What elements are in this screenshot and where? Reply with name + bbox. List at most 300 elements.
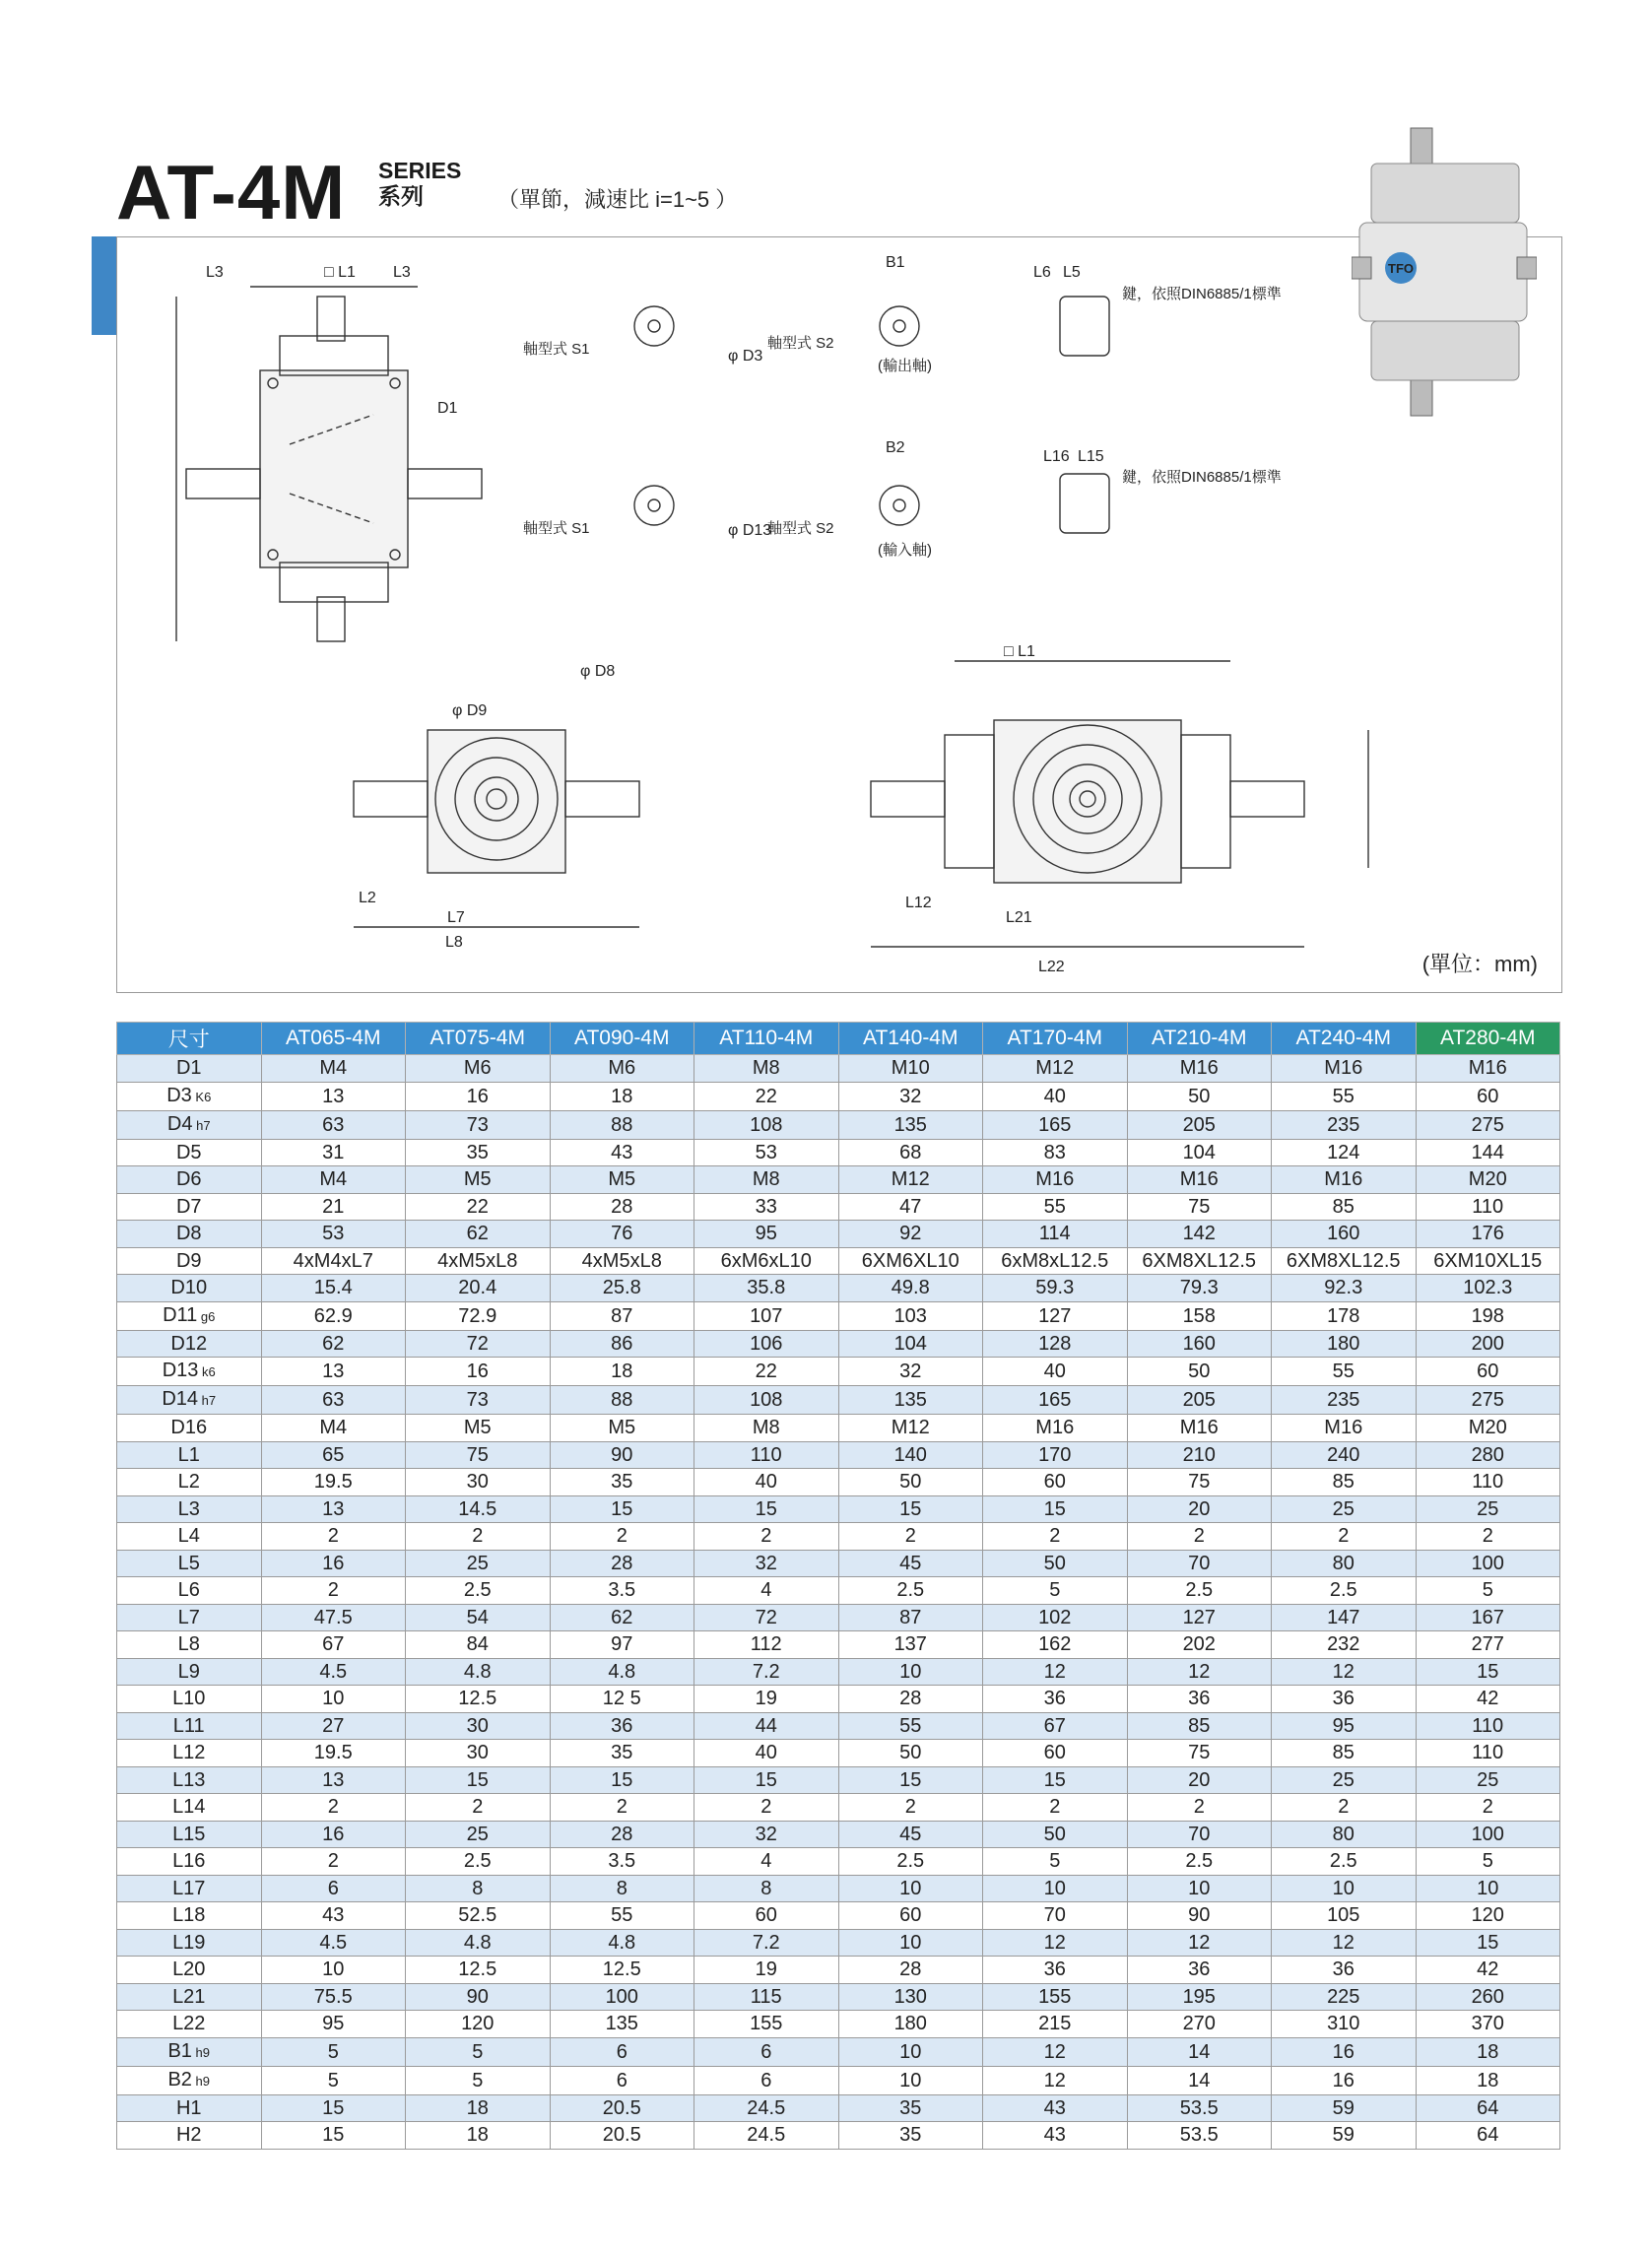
value-cell: 22 — [406, 1193, 551, 1221]
value-cell: 124 — [1272, 1139, 1417, 1166]
value-cell: 35 — [838, 2122, 983, 2150]
value-cell: 215 — [983, 2011, 1128, 2038]
value-cell: 7.2 — [694, 1929, 839, 1957]
value-cell: 2 — [1416, 1523, 1560, 1551]
dimension-cell: D13 k6 — [117, 1358, 262, 1386]
value-cell: 10 — [1416, 1875, 1560, 1902]
value-cell: 160 — [1272, 1221, 1417, 1248]
value-cell: 2 — [1127, 1794, 1272, 1822]
value-cell: 10 — [838, 1658, 983, 1686]
value-cell: 4.8 — [406, 1929, 551, 1957]
value-cell: 235 — [1272, 1110, 1417, 1139]
table-row — [117, 1055, 1560, 1083]
value-cell: M5 — [406, 1166, 551, 1194]
value-cell: 47.5 — [261, 1604, 406, 1631]
table-row — [117, 1495, 1560, 1523]
table-row — [117, 1221, 1560, 1248]
value-cell: 35.8 — [694, 1275, 839, 1302]
value-cell: 35 — [838, 2094, 983, 2122]
series-en: SERIES — [378, 158, 462, 183]
table-row — [117, 1712, 1560, 1740]
value-cell: 12.5 — [406, 1957, 551, 1984]
value-cell: 15 — [261, 2122, 406, 2150]
value-cell: 16 — [1272, 2037, 1417, 2066]
value-cell: 70 — [1127, 1550, 1272, 1577]
value-cell: 15.4 — [261, 1275, 406, 1302]
value-cell: 162 — [983, 1631, 1128, 1659]
value-cell: 2 — [1272, 1794, 1417, 1822]
value-cell: 24.5 — [694, 2094, 839, 2122]
svg-text:L3: L3 — [393, 264, 411, 281]
svg-text:D1: D1 — [437, 400, 458, 417]
value-cell: 28 — [838, 1957, 983, 1984]
value-cell: 102.3 — [1416, 1275, 1560, 1302]
dimension-cell: L7 — [117, 1604, 262, 1631]
value-cell: 16 — [406, 1082, 551, 1110]
value-cell: 60 — [1416, 1082, 1560, 1110]
value-cell: 200 — [1416, 1330, 1560, 1358]
svg-text:L16: L16 — [1043, 448, 1070, 465]
dimension-cell: D3 K6 — [117, 1082, 262, 1110]
value-cell: 62 — [406, 1221, 551, 1248]
value-cell: M16 — [1127, 1415, 1272, 1442]
value-cell: 76 — [550, 1221, 694, 1248]
value-cell: 5 — [406, 2066, 551, 2094]
value-cell: 50 — [1127, 1082, 1272, 1110]
value-cell: 83 — [983, 1139, 1128, 1166]
value-cell: 25 — [1272, 1495, 1417, 1523]
value-cell: 6 — [261, 1875, 406, 1902]
svg-text:L5: L5 — [1063, 264, 1081, 281]
brand-logo-text: TFO — [1388, 261, 1414, 276]
spec-table-header — [117, 1023, 1560, 1055]
dimension-cell: L21 — [117, 1983, 262, 2011]
table-row — [117, 1929, 1560, 1957]
value-cell: 32 — [694, 1821, 839, 1848]
table-row — [117, 1631, 1560, 1659]
value-cell: 195 — [1127, 1983, 1272, 2011]
svg-text:L6: L6 — [1033, 264, 1051, 281]
value-cell: 18 — [406, 2122, 551, 2150]
dimension-drawings — [117, 237, 1561, 992]
dimension-cell: H2 — [117, 2122, 262, 2150]
value-cell: 53.5 — [1127, 2094, 1272, 2122]
value-cell: 67 — [261, 1631, 406, 1659]
value-cell: 20.5 — [550, 2094, 694, 2122]
column-header-model: AT170-4M — [983, 1023, 1128, 1055]
value-cell: 25 — [406, 1550, 551, 1577]
value-cell: 35 — [406, 1139, 551, 1166]
value-cell: 2 — [261, 1848, 406, 1876]
dimension-cell: L17 — [117, 1875, 262, 1902]
value-cell: 55 — [983, 1193, 1128, 1221]
value-cell: 130 — [838, 1983, 983, 2011]
table-row — [117, 1166, 1560, 1194]
value-cell: M8 — [694, 1166, 839, 1194]
output-shaft-label: (輸出軸) — [878, 358, 932, 374]
value-cell: 100 — [1416, 1550, 1560, 1577]
dimension-cell: L4 — [117, 1523, 262, 1551]
value-cell: 42 — [1416, 1686, 1560, 1713]
value-cell: 6 — [550, 2037, 694, 2066]
value-cell: 15 — [983, 1495, 1128, 1523]
value-cell: M4 — [261, 1055, 406, 1083]
value-cell: 104 — [1127, 1139, 1272, 1166]
value-cell: 280 — [1416, 1441, 1560, 1469]
dimension-cell: D10 — [117, 1275, 262, 1302]
value-cell: 10 — [261, 1957, 406, 1984]
value-cell: 53.5 — [1127, 2122, 1272, 2150]
table-row — [117, 1441, 1560, 1469]
value-cell: 90 — [550, 1441, 694, 1469]
value-cell: 115 — [694, 1983, 839, 2011]
value-cell: 14 — [1127, 2037, 1272, 2066]
value-cell: 3.5 — [550, 1577, 694, 1605]
value-cell: M16 — [983, 1415, 1128, 1442]
value-cell: 5 — [261, 2066, 406, 2094]
dimension-cell: D14 h7 — [117, 1386, 262, 1415]
value-cell: 4.5 — [261, 1929, 406, 1957]
column-header-model: AT280-4M — [1416, 1023, 1560, 1055]
value-cell: 12 — [1127, 1929, 1272, 1957]
value-cell: 73 — [406, 1386, 551, 1415]
dimension-cell: D5 — [117, 1139, 262, 1166]
value-cell: 180 — [1272, 1330, 1417, 1358]
value-cell: 2 — [983, 1523, 1128, 1551]
value-cell: 25 — [1416, 1495, 1560, 1523]
value-cell: 8 — [694, 1875, 839, 1902]
value-cell: 10 — [838, 2066, 983, 2094]
value-cell: 16 — [261, 1821, 406, 1848]
value-cell: 2.5 — [406, 1577, 551, 1605]
value-cell: 2.5 — [1127, 1577, 1272, 1605]
value-cell: 6 — [550, 2066, 694, 2094]
value-cell: 2.5 — [1127, 1848, 1272, 1876]
value-cell: 260 — [1416, 1983, 1560, 2011]
value-cell: M6 — [550, 1055, 694, 1083]
value-cell: 12 — [983, 1658, 1128, 1686]
value-cell: 52.5 — [406, 1902, 551, 1930]
value-cell: 15 — [694, 1766, 839, 1794]
value-cell: M12 — [983, 1055, 1128, 1083]
value-cell: 75 — [406, 1441, 551, 1469]
value-cell: M10 — [838, 1055, 983, 1083]
svg-text:L7: L7 — [447, 909, 465, 926]
table-row — [117, 1902, 1560, 1930]
dimension-cell: D11 g6 — [117, 1301, 262, 1330]
table-row — [117, 1875, 1560, 1902]
value-cell: 202 — [1127, 1631, 1272, 1659]
dimension-cell: L9 — [117, 1658, 262, 1686]
value-cell: 2.5 — [406, 1848, 551, 1876]
table-row — [117, 1957, 1560, 1984]
value-cell: M4 — [261, 1166, 406, 1194]
value-cell: 64 — [1416, 2122, 1560, 2150]
value-cell: M8 — [694, 1055, 839, 1083]
table-row — [117, 2037, 1560, 2066]
dimension-cell: L3 — [117, 1495, 262, 1523]
dimension-cell: D8 — [117, 1221, 262, 1248]
value-cell: 5 — [261, 2037, 406, 2066]
value-cell: 225 — [1272, 1983, 1417, 2011]
value-cell: 45 — [838, 1550, 983, 1577]
table-row — [117, 1821, 1560, 1848]
value-cell: 110 — [1416, 1712, 1560, 1740]
value-cell: 95 — [694, 1221, 839, 1248]
value-cell: 144 — [1416, 1139, 1560, 1166]
svg-text:L3: L3 — [206, 264, 224, 281]
dimension-cell: L10 — [117, 1686, 262, 1713]
dimension-cell: L22 — [117, 2011, 262, 2038]
corner-accent — [92, 236, 117, 335]
value-cell: 43 — [550, 1139, 694, 1166]
value-cell: M8 — [694, 1415, 839, 1442]
value-cell: 13 — [261, 1766, 406, 1794]
value-cell: 28 — [550, 1550, 694, 1577]
value-cell: 198 — [1416, 1301, 1560, 1330]
value-cell: 18 — [1416, 2066, 1560, 2094]
value-cell: 165 — [983, 1110, 1128, 1139]
value-cell: 110 — [1416, 1469, 1560, 1496]
table-row — [117, 2066, 1560, 2094]
value-cell: 40 — [983, 1358, 1128, 1386]
value-cell: 4 — [694, 1577, 839, 1605]
value-cell: 59 — [1272, 2122, 1417, 2150]
value-cell: 2 — [838, 1523, 983, 1551]
table-row — [117, 1686, 1560, 1713]
value-cell: 59 — [1272, 2094, 1417, 2122]
value-cell: 53 — [694, 1139, 839, 1166]
svg-text:□ L1: □ L1 — [324, 264, 356, 281]
value-cell: 114 — [983, 1221, 1128, 1248]
value-cell: 36 — [983, 1686, 1128, 1713]
value-cell: 135 — [550, 2011, 694, 2038]
value-cell: 12.5 — [550, 1957, 694, 1984]
value-cell: M16 — [1272, 1415, 1417, 1442]
value-cell: 103 — [838, 1301, 983, 1330]
value-cell: 4.8 — [406, 1658, 551, 1686]
table-row — [117, 1415, 1560, 1442]
value-cell: 19 — [694, 1686, 839, 1713]
value-cell: 84 — [406, 1631, 551, 1659]
dimension-cell: L5 — [117, 1550, 262, 1577]
value-cell: 3.5 — [550, 1848, 694, 1876]
value-cell: 15 — [406, 1766, 551, 1794]
input-shaft-label: (輸入軸) — [878, 542, 932, 559]
svg-text:L21: L21 — [1006, 909, 1032, 926]
value-cell: 90 — [1127, 1902, 1272, 1930]
dimension-cell: H1 — [117, 2094, 262, 2122]
value-cell: 55 — [1272, 1358, 1417, 1386]
value-cell: 43 — [983, 2094, 1128, 2122]
value-cell: 232 — [1272, 1631, 1417, 1659]
value-cell: 75 — [1127, 1740, 1272, 1767]
svg-text:φ D3: φ D3 — [728, 348, 763, 365]
value-cell: 2 — [838, 1794, 983, 1822]
value-cell: 205 — [1127, 1386, 1272, 1415]
value-cell: 88 — [550, 1110, 694, 1139]
value-cell: 13 — [261, 1358, 406, 1386]
page-title: AT-4M — [116, 149, 347, 235]
dimension-cell: L14 — [117, 1794, 262, 1822]
value-cell: 140 — [838, 1441, 983, 1469]
value-cell: 10 — [1127, 1875, 1272, 1902]
key-note-bottom: 鍵，依照DIN6885/1標準 — [1122, 469, 1282, 486]
value-cell: 72 — [694, 1604, 839, 1631]
dimension-cell: L1 — [117, 1441, 262, 1469]
table-row — [117, 2094, 1560, 2122]
svg-text:φ D13: φ D13 — [728, 522, 772, 539]
value-cell: 6xM6xL10 — [694, 1247, 839, 1275]
dimension-cell: L8 — [117, 1631, 262, 1659]
value-cell: 110 — [1416, 1193, 1560, 1221]
value-cell: 45 — [838, 1821, 983, 1848]
value-cell: 80 — [1272, 1821, 1417, 1848]
value-cell: 12.5 — [406, 1686, 551, 1713]
value-cell: 20 — [1127, 1495, 1272, 1523]
value-cell: 20.5 — [550, 2122, 694, 2150]
value-cell: 27 — [261, 1712, 406, 1740]
svg-text:B2: B2 — [886, 439, 905, 456]
value-cell: M6 — [406, 1055, 551, 1083]
value-cell: 2 — [1127, 1523, 1272, 1551]
dimension-cell: L16 — [117, 1848, 262, 1876]
value-cell: 25.8 — [550, 1275, 694, 1302]
value-cell: 13 — [261, 1082, 406, 1110]
value-cell: 50 — [983, 1821, 1128, 1848]
dimension-cell: L19 — [117, 1929, 262, 1957]
table-row — [117, 1193, 1560, 1221]
series-label — [378, 158, 461, 209]
value-cell: M20 — [1416, 1166, 1560, 1194]
table-row — [117, 1658, 1560, 1686]
value-cell: 158 — [1127, 1301, 1272, 1330]
value-cell: 10 — [838, 1929, 983, 1957]
value-cell: 40 — [983, 1082, 1128, 1110]
value-cell: 2 — [983, 1794, 1128, 1822]
value-cell: 25 — [406, 1821, 551, 1848]
value-cell: 70 — [1127, 1821, 1272, 1848]
value-cell: 370 — [1416, 2011, 1560, 2038]
value-cell: 22 — [694, 1358, 839, 1386]
value-cell: 67 — [983, 1712, 1128, 1740]
value-cell: M20 — [1416, 1415, 1560, 1442]
value-cell: 10 — [838, 2037, 983, 2066]
value-cell: 135 — [838, 1110, 983, 1139]
table-row — [117, 1301, 1560, 1330]
value-cell: 120 — [1416, 1902, 1560, 1930]
value-cell: 15 — [550, 1766, 694, 1794]
shaft-type-s2-top: 軸型式 S2 — [767, 335, 834, 352]
value-cell: 107 — [694, 1301, 839, 1330]
value-cell: 28 — [838, 1686, 983, 1713]
value-cell: 36 — [550, 1712, 694, 1740]
value-cell: 270 — [1127, 2011, 1272, 2038]
series-zh: 系列 — [378, 183, 424, 209]
value-cell: 30 — [406, 1740, 551, 1767]
value-cell: 12 — [983, 1929, 1128, 1957]
dimension-cell: D12 — [117, 1330, 262, 1358]
value-cell: 6XM8XL12.5 — [1127, 1247, 1272, 1275]
value-cell: 73 — [406, 1110, 551, 1139]
value-cell: 5 — [406, 2037, 551, 2066]
value-cell: 13 — [261, 1495, 406, 1523]
value-cell: 87 — [550, 1301, 694, 1330]
value-cell: 15 — [1416, 1929, 1560, 1957]
value-cell: 87 — [838, 1604, 983, 1631]
table-row — [117, 1110, 1560, 1139]
value-cell: 15 — [983, 1766, 1128, 1794]
value-cell: 60 — [1416, 1358, 1560, 1386]
value-cell: 6XM10XL15 — [1416, 1247, 1560, 1275]
value-cell: 147 — [1272, 1604, 1417, 1631]
value-cell: 210 — [1127, 1441, 1272, 1469]
table-row — [117, 1740, 1560, 1767]
key-note-top: 鍵，依照DIN6885/1標準 — [1122, 286, 1282, 302]
value-cell: 50 — [1127, 1358, 1272, 1386]
value-cell: 2.5 — [838, 1848, 983, 1876]
value-cell: 20 — [1127, 1766, 1272, 1794]
value-cell: 110 — [1416, 1740, 1560, 1767]
value-cell: 65 — [261, 1441, 406, 1469]
value-cell: 6XM8XL12.5 — [1272, 1247, 1417, 1275]
value-cell: 43 — [983, 2122, 1128, 2150]
value-cell: 112 — [694, 1631, 839, 1659]
value-cell: 97 — [550, 1631, 694, 1659]
value-cell: 2 — [1416, 1794, 1560, 1822]
value-cell: 62.9 — [261, 1301, 406, 1330]
column-header-model: AT110-4M — [694, 1023, 839, 1055]
product-image — [1352, 124, 1537, 420]
value-cell: 15 — [261, 2094, 406, 2122]
value-cell: 15 — [1416, 1658, 1560, 1686]
value-cell: 110 — [694, 1441, 839, 1469]
dimension-cell: D6 — [117, 1166, 262, 1194]
value-cell: 12 — [1272, 1658, 1417, 1686]
value-cell: 31 — [261, 1139, 406, 1166]
value-cell: 75 — [1127, 1193, 1272, 1221]
table-row — [117, 1604, 1560, 1631]
value-cell: M4 — [261, 1415, 406, 1442]
value-cell: 5 — [983, 1848, 1128, 1876]
value-cell: 167 — [1416, 1604, 1560, 1631]
value-cell: M5 — [550, 1415, 694, 1442]
value-cell: 14 — [1127, 2066, 1272, 2094]
value-cell: 6 — [694, 2066, 839, 2094]
value-cell: 100 — [550, 1983, 694, 2011]
value-cell: 18 — [1416, 2037, 1560, 2066]
value-cell: 180 — [838, 2011, 983, 2038]
value-cell: 4.8 — [550, 1658, 694, 1686]
value-cell: 16 — [1272, 2066, 1417, 2094]
dimension-cell: B2 h9 — [117, 2066, 262, 2094]
value-cell: 64 — [1416, 2094, 1560, 2122]
value-cell: 25 — [1416, 1766, 1560, 1794]
value-cell: 10 — [838, 1875, 983, 1902]
dimension-cell: D7 — [117, 1193, 262, 1221]
value-cell: 160 — [1127, 1330, 1272, 1358]
table-row — [117, 1523, 1560, 1551]
value-cell: 33 — [694, 1193, 839, 1221]
value-cell: 5 — [983, 1577, 1128, 1605]
value-cell: 40 — [694, 1469, 839, 1496]
value-cell: 235 — [1272, 1386, 1417, 1415]
value-cell: 15 — [550, 1495, 694, 1523]
value-cell: 50 — [983, 1550, 1128, 1577]
value-cell: 127 — [1127, 1604, 1272, 1631]
value-cell: 60 — [983, 1469, 1128, 1496]
table-row — [117, 1577, 1560, 1605]
